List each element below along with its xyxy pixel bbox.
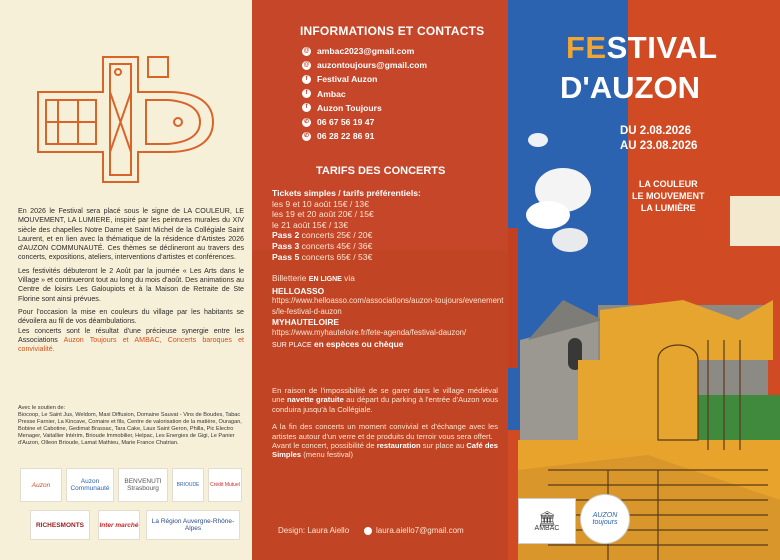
intro-paragraph-1: En 2026 le Festival sera placé sous le signe de LA COULEUR, LE MOUVEMENT, LA LUMIERE, inspiré par les peintures murales du XIV siècle des chapelles Notre Dame et Saint Michel de la Collégiale Saint Laurent, et en lien avec la thématique de la résidence d'Artistes 2026 d'AUZON COMMUNAUTÉ. Ces thèmes se déclineront au travers des concerts, expositions, ateliers, interventions d'artistes et conférences.	[18, 207, 244, 262]
intro-text	[18, 207, 244, 358]
tarif-line: les 19 et 20 août 20€ / 15€	[272, 209, 374, 220]
contact-email-auzon[interactable]: @ auzontoujours@gmail.com	[303, 60, 428, 71]
sponsors-title: Avec le soutien de:	[18, 405, 66, 411]
info-title: INFORMATIONS ET CONTACTS	[300, 24, 485, 38]
contact-phone-2[interactable]: ✆ 06 28 22 86 91	[303, 131, 375, 142]
facebook-icon: f	[302, 89, 311, 98]
church-floorplan-drawing	[18, 32, 228, 202]
festival-dates	[620, 124, 697, 154]
right-panel-cover	[508, 0, 780, 560]
contact-facebook-auzon-toujours[interactable]: f Auzon Toujours	[302, 101, 427, 115]
logo-region: La Région Auvergne-Rhône-Alpes	[146, 510, 240, 540]
festival-title-line-2: D'AUZON	[560, 70, 700, 105]
design-credit: Design: Laura Aiello	[278, 526, 350, 535]
logo-brioude: BRIOUDE	[172, 468, 204, 502]
logo-richesmonts: RICHESMONTS	[30, 510, 90, 540]
logo-auzon-toujours: AUZON toujours	[580, 494, 630, 544]
phone-icon: ✆	[303, 132, 310, 139]
festival-motto: LA COULEUR LE MOUVEMENT LA LUMIÈRE	[632, 179, 705, 213]
restauration-paragraph: Avant le concert, possibilité de restauration sur place au Café des Simples (menu festival)	[272, 441, 498, 460]
logo-intermarche: Inter marché	[98, 510, 140, 540]
helloasso-label: HELLOASSO	[272, 285, 325, 296]
logo-auzon: Auzon	[20, 468, 62, 502]
contacts-list	[302, 44, 427, 143]
myhauteloire-label: MYHAUTELOIRE	[272, 317, 339, 328]
helloasso-link[interactable]: https://www.helloasso.com/associations/auzon-toujours/evenements/le-festival-d-auzon	[272, 296, 504, 316]
left-panel	[0, 0, 252, 560]
email-icon: @	[303, 47, 310, 54]
tarifs-list	[272, 188, 421, 262]
design-email[interactable]: laura.aiello7@gmail.com	[364, 526, 464, 535]
intro-paragraph-4: Les concerts sont le résultat d'une précieuse synergie entre les Associations Auzon Toujours et AMBAC, Concerts baroques et convivialité.	[18, 326, 245, 354]
tarif-line: le 21 août 15€ / 13€	[272, 219, 348, 230]
sponsors-list: Biocoop, Le Saint Jus, Weldom, Maxi Diffusion, Domaine Sauvat - Vins de Boudes, Tabac Presse Farnier, La Kincave, Comaire et fils, Centre de valorisation de la matière, Ouragan, Bobine et Cabotine, Gedimat Brassac, Tara Cake, Laux Saint Geron, Philla, Pic Electro Menager, Vaitallier Intérim, Brioude Immobilier, Helpac, Les Energies de Gigi, Le Panier d'Auzon, Olleon Brioude, Lamat Mathieu, Marie France Chatrian.	[18, 412, 242, 446]
convivial-paragraph: A la fin des concerts un moment convivial et d'échange avec les artistes autour d'un verre et de produits du terroir vous sera offert.	[272, 422, 498, 441]
phone-icon: ✆	[303, 118, 310, 125]
tarifs-title: TARIFS DES CONCERTS	[316, 165, 446, 177]
logo-ambac: 🏛 AMBAC	[518, 498, 576, 544]
pass-line: Pass 3 concerts 45€ / 36€	[272, 240, 373, 251]
contact-facebook-festival[interactable]: f Festival Auzon	[302, 72, 427, 86]
contact-facebook-ambac[interactable]: f Ambac	[302, 87, 427, 101]
logo-credit-mutuel: Crédit Mutuel	[208, 468, 242, 502]
date-end: AU 23.08.2026	[620, 140, 698, 152]
billetterie-info: Billetterie EN LIGNE via HELLOASSO https://www.helloasso.com/associations/auzon-toujours/evenements/le-festival-d-auzon MYHAUTELOIRE https://www.myhauteloire.fr/fete-agenda/festival-dauzon/ SUR PLACE en espèces ou chèque	[272, 273, 504, 349]
theme-highlight: LA COULEUR, LE MOUVEMENT, LA LUMIERE	[18, 207, 244, 225]
pass-line: Pass 5 concerts 65€ / 53€	[272, 251, 373, 262]
middle-panel	[252, 0, 508, 560]
date-start: DU 2.08.2026	[620, 125, 691, 137]
pass-line: Pass 2 concerts 25€ / 20€	[272, 230, 373, 241]
tarif-line: les 9 et 10 août 15€ / 13€	[272, 198, 369, 209]
myhauteloire-link[interactable]: https://www.myhauteloire.fr/fete-agenda/festival-dauzon/	[272, 327, 467, 337]
contact-phone-1[interactable]: ✆ 06 67 56 19 47	[303, 117, 375, 128]
facebook-icon: f	[302, 75, 311, 84]
contact-email-ambac[interactable]: @ ambac2023@gmail.com	[303, 46, 415, 57]
festival-title-line-1: FESTIVAL	[566, 30, 718, 65]
intro-paragraph-2: Les festivités débuteront le 2 Août par la journée « Les Arts dans le Village » et continueront tout au long du mois d'août. Des animations au Centre de loisirs Les Galoupiots et à la Maison de Retraite de Ste Florine sont ainsi prévues.	[18, 266, 244, 303]
intro-paragraph-3: Pour l'occasion la mise en couleurs du village par les habitants se dévoilera au fil de vos déambulations.	[18, 307, 244, 326]
columns-icon: 🏛	[538, 509, 556, 526]
practical-info	[272, 386, 498, 468]
email-icon	[364, 527, 372, 535]
navette-paragraph: En raison de l'impossibilité de se garer dans le village médiéval une navette gratuite au départ du parking à l'entrée d'Auzon vous conduira jusqu'à la Collégiale.	[272, 386, 498, 414]
tarifs-head: Tickets simples / tarifs préférentiels:	[272, 188, 421, 198]
email-icon: @	[303, 61, 310, 68]
logo-benvenuti: BENVENUTI Strasbourg	[118, 468, 168, 502]
facebook-icon: f	[302, 103, 311, 112]
logo-auzon-communaute: Auzon Communauté	[66, 468, 114, 502]
associations-highlight: Auzon Toujours et AMBAC, Concerts baroques et convivialité.	[18, 335, 245, 354]
